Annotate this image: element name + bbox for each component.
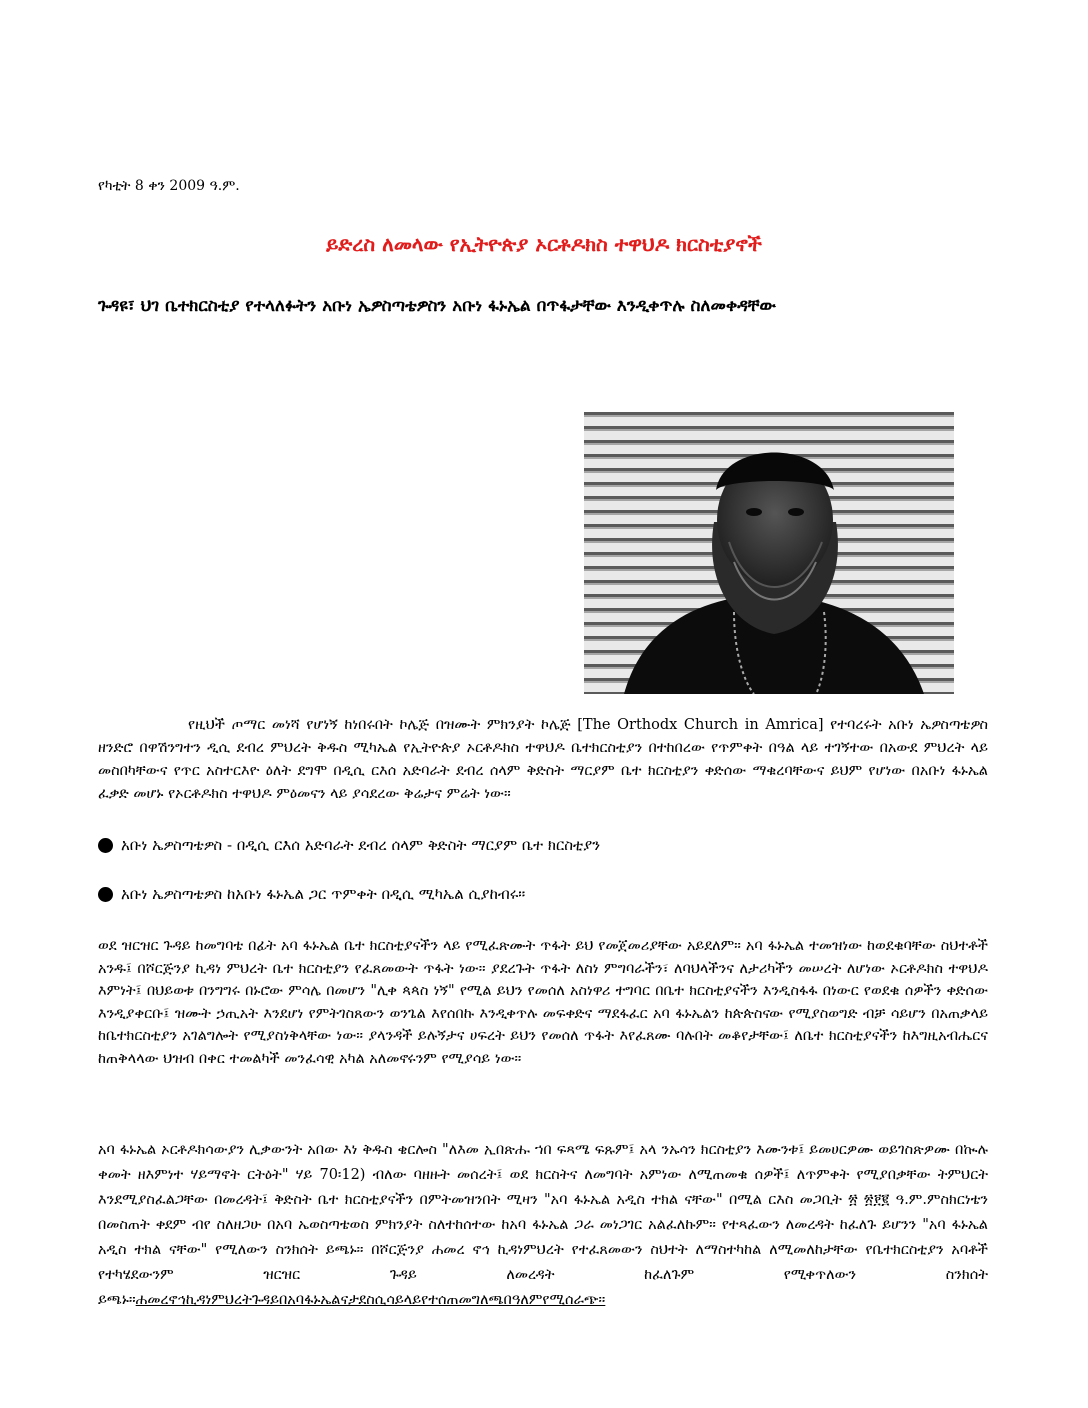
document-headline: ይድረስ ለመላው የኢትዮጵያ ኦርቶዶክስ ተዋህዶ ክርስቲያኖች bbox=[326, 232, 762, 256]
bishop-photo bbox=[584, 412, 954, 694]
bullet-dot-icon bbox=[98, 887, 113, 902]
document-date: የካቲት 8 ቀን 2009 ዓ.ም. bbox=[98, 178, 240, 194]
bullet-text: አቡነ ኤዎስጣቴዎስ - በዲሲ ርእሰ አድባራት ደብረ ሰላም ቅድስት ማርያም ቤተ ክርስቲያን bbox=[121, 836, 601, 854]
intro-paragraph: የዚህች ጦማር መነሻ የሆነኝ ከነበሩበት ኮሌጅ በዝሙት ምክንያት ኮሌጅ [The Orthodx Church in Amrica] የተባረሩት አቡነ ኤዎስጣቴዎስ ዘንድሮ በዋሽንግተን ዲሲ ደብረ ምህረት ቅዱስ ሚካኤል የኢትዮጵያ ኦርቶዶክስ ተዋህዶ ቤተክርስቲያን በተከበረው የጥምቀት በዓል ላይ ተገኝተው በአውደ ምህረት ላይ መስበካቸውና የጥር አስተርእዮ ዕለት ደግሞ በዲሲ ርእሰ አድባራት ደብረ ሰላም ቅድስት ማርያም ቤተ ክርስቲያን ቀድሰው ማቁረባቸውና ይህም የሆነው በአቡነ ፋኑኤል ፈቃድ መሆኑ የኦርቶዶክስ ተዋህዶ ምዕመናን ላይ ያሳደረው ቅሬታና ምሬት ነው። bbox=[98, 717, 988, 802]
body-paragraph-2 bbox=[98, 1138, 988, 1313]
body-paragraph-1: ወደ ዝርዝር ጉዳይ ከመግባቴ በፊት አባ ፋኑኤል ቤተ ክርስቲያናችን ላይ የሚፈጽሙት ጥፋት ይህ የመጀመሪያቸው አይደለም። አባ ፋኑኤል ተመዝነው ከወደቁባቸው ስህተቶች አንዱ፤ በሾርጅንያ ኪዳነ ምህረት ቤተ ክርስቲያን የፈጸመውት ጥፋት ነው። ያደረጉት ጥፋት ለስነ ምግባራችን፣ ለባህላችንና ለታሪካችን መሠረት ለሆነው ኦርቶዶክስ ተዋህዶ እምነት፤ በህይወቱ በንግግሩ በኑሮው ምሳሌ በመሆን "ሊቀ ጳጳስ ነኝ" የሚል ይህን የመሰለ አስነዋሪ ተግባር በቤተ ክርስቲያናችን እንዲስፋፋ በነውር የወደቁ ሰዎችን ቀድሰው እንዲያቀርቡ፤ ዝሙት ኃጢአት እንደሆነ የምትገስጸውን ወንጌል እየሰበኩ እንዲቀጥሉ መፍቀድና ማደፋፈር አባ ፋኑኤልን ከጵጵስናው የሚያስወግድ ብቻ ሳይሆን በአጠቃላይ ከቤተክርስቲያን አገልግሎት የሚያስነቅላቸው ነው። ያላንዳች ይሉኝታና ሀፍረት ይህን የመሰለ ጥፋት እየፈጸሙ ባሉበት መቆየታቸው፤ ለቤተ ክርስቲያናችን ከእግዚአብሔርና ከጠቅላላው ህዝብ በቀር ተመልካች መንፈሳዊ አካል አለመኖሩንም የሚያሳይ ነው። bbox=[98, 938, 988, 1067]
body-paragraph-2-text: አባ ፋኑኤል ኦርቶዶክሳውያን ሊቃውንት አበው እነ ቅዱስ ቄርሎስ "ለእመ ኢበጽሑ ኀበ ፍጻሜ ፍጹም፤ አላ ንኡሳን ክርስቲያን እሙንቱ፤ ይመሀርዎሙ ወይገስጽዎሙ በኲሉ ቀመት ዘእምነተ ሃይማኖት ርትዕት" ሃይ 70፡12) ብለው ባዘዙት መሰረት፤ ወደ ክርስትና ለመግባት አምነው ለሚጠመቁ ሰዎች፤ ለጥምቀት የሚያበቃቸው ትምህርት እንደሚያስፈልጋቸው በመረዳት፤ ቅድስት ቤተ ክርስቲያናችን በምትመዝንበት ሚዛን "አባ ፋኑኤል አዲስ ተክል ናቸው" በሚል ርእስ መጋቢት ፳ ፳፻፪ ዓ.ም.ምስክርነቴን በመስጠት ቀደም ብየ ስለዘጋሁ በአባ ኤወስጣቴወስ ምክንያት ስለተከሰተው ከአባ ፋኑኤል ጋራ መነጋገር አልፈለኩም። የተጻፈውን ለመረዳት ከፈለጉ ይሆንን "አባ ፋኑኤል አዲስ ተክል ናቸው" የሚለውን ስንክሰት ይጫኑ። በሾርጅንያ ሐመረ ኖኅ ኪዳነምህረት የተፈጸመውን ስህተት ለማስተካከል ለሚመለከታቸው የቤተክርስቲያን አባቶች የተካሄደውንም ዝርዝር ጉዳይ ለመረዳት ከፈለጉም የሚቀጥለውን ስንክሰት ይጫኑ። bbox=[98, 1142, 988, 1308]
bullet-item-1 bbox=[98, 836, 988, 854]
bullet-item-2 bbox=[98, 885, 988, 903]
bullet-dot-icon bbox=[98, 838, 113, 853]
bullet-text: አቡነ ኤዎስጣቴዎስ ከአቡነ ፋኑኤል ጋር ጥምቀት በዲሲ ሚካኤል ሲያከብሩ። bbox=[121, 885, 526, 903]
body-link[interactable]: ሐመረኖኅኪዳነምህረትጉዳይበአባፋኑኤልናታደስሲሳይላይየተሰጠመግለጫበዓለምየሚሰራጭ። bbox=[135, 1292, 606, 1308]
document-subject: ጉዳዩ፣ ህገ ቤተክርስቲያ የተላለፉትን አቡነ ኤዎስጣቴዎስን አቡነ ፋኑኤል በጥፋታቸው እንዲቀጥሉ ስለመቀዳቸው bbox=[98, 296, 776, 316]
